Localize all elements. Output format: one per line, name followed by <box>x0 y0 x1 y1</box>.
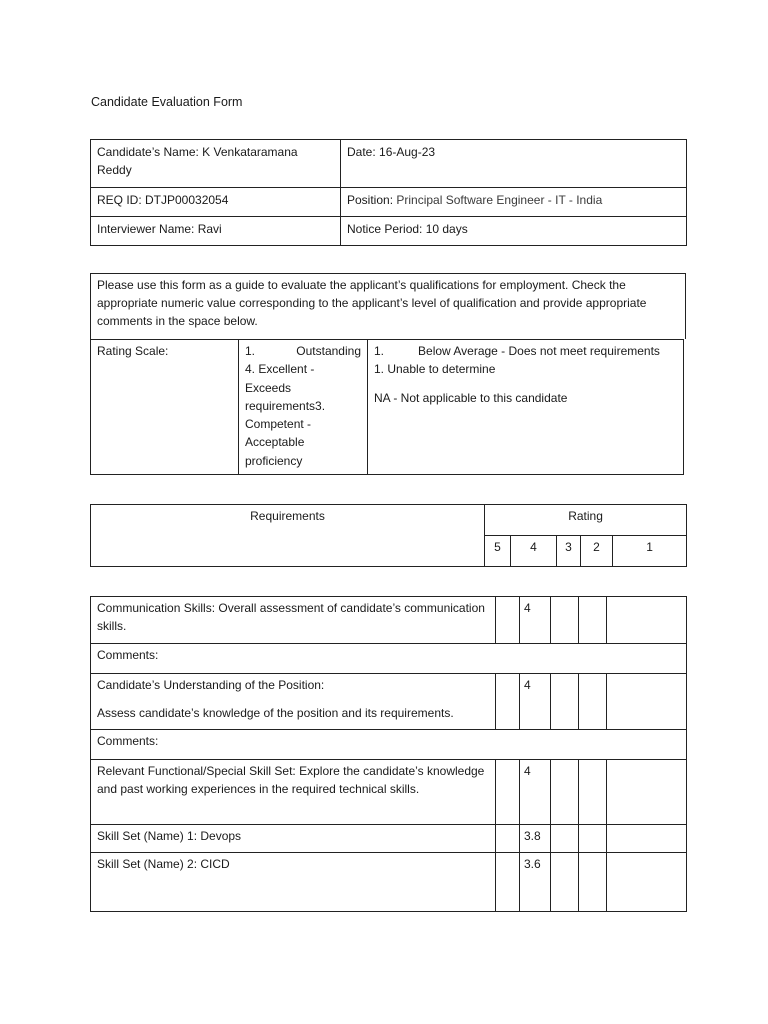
rating-4-cell: 4 <box>520 674 551 730</box>
table-row <box>91 760 687 825</box>
rating-2-cell <box>579 674 607 730</box>
table-row <box>91 825 687 853</box>
rating-1-cell <box>607 853 687 912</box>
rating-4-cell: 3.8 <box>520 825 551 853</box>
rating-3-cell <box>551 853 579 912</box>
requirements-heading: Requirements <box>91 505 485 567</box>
rating-col-3: 3 <box>557 536 581 567</box>
scale-item-rest: 4. Excellent - Exceeds requirements3. Competent - Acceptable proficiency <box>245 362 326 468</box>
interviewer-name: Interviewer Name: Ravi <box>91 217 341 246</box>
table-row <box>91 853 687 912</box>
rating-heading: Rating <box>485 505 687 536</box>
rating-col-1: 1 <box>613 536 687 567</box>
rating-5-cell <box>496 760 520 825</box>
rating-1-cell <box>607 674 687 730</box>
rating-5-cell <box>496 597 520 644</box>
rating-scale-table <box>90 339 684 475</box>
position-label: Position: <box>347 193 394 207</box>
scale-num: 1. <box>245 344 256 358</box>
rating-4-cell: 4 <box>520 597 551 644</box>
rating-col-4: 4 <box>511 536 557 567</box>
scale-item-na: NA - Not applicable to this candidate <box>374 390 568 405</box>
rating-5-cell <box>496 674 520 730</box>
rating-scale-lower <box>368 340 684 475</box>
rating-2-cell <box>579 760 607 825</box>
skill-set-1: Skill Set (Name) 1: Devops <box>91 825 496 853</box>
scale-text: Outstanding <box>296 344 361 358</box>
criterion-title: Candidate’s Understanding of the Position: <box>97 678 325 692</box>
rating-3-cell <box>551 597 579 644</box>
criterion-functional-skills: Relevant Functional/Special Skill Set: Explore the candidate’s knowledge and past working experiences in the required technical skills. <box>91 760 496 825</box>
rating-4-cell: 3.6 <box>520 853 551 912</box>
rating-5-cell <box>496 853 520 912</box>
rating-scale-upper <box>239 340 368 475</box>
criterion-description: Assess candidate’s knowledge of the position and its requirements. <box>97 706 454 720</box>
criterion-communication: Communication Skills: Overall assessment of candidate’s communication skills. <box>91 597 496 644</box>
scale-text: Below Average - Does not meet requirements <box>418 344 660 358</box>
table-row <box>91 644 687 674</box>
rating-1-cell <box>607 597 687 644</box>
scale-num: 1. <box>374 344 385 358</box>
scale-item-unable: 1. Unable to determine <box>374 362 496 377</box>
comments-communication: Comments: <box>91 644 687 674</box>
skill-set-2: Skill Set (Name) 2: CICD <box>91 853 496 912</box>
position-value: Principal Software Engineer - IT - India <box>393 193 603 207</box>
rating-2-cell <box>579 597 607 644</box>
req-id: REQ ID: DTJP00032054 <box>91 188 341 217</box>
table-row <box>91 597 687 644</box>
rating-3-cell <box>551 825 579 853</box>
rating-2-cell <box>579 825 607 853</box>
position <box>341 188 687 217</box>
notice-period: Notice Period: 10 days <box>341 217 687 246</box>
table-row <box>91 674 687 730</box>
rating-1-cell <box>607 825 687 853</box>
instructions: Please use this form as a guide to evaluate the applicant’s qualifications for employment. Check the appropriate numeric value corresponding to the applicant’s level of qualification and provide appropriate comments in the space below. <box>90 273 686 339</box>
rating-scale-label: Rating Scale: <box>91 340 239 475</box>
rating-3-cell <box>551 674 579 730</box>
interview-date: Date: 16-Aug-23 <box>341 140 687 188</box>
rating-4-cell: 4 <box>520 760 551 825</box>
rating-2-cell <box>579 853 607 912</box>
scale-item-outstanding <box>245 342 361 360</box>
table-row <box>91 730 687 760</box>
rating-5-cell <box>496 825 520 853</box>
scale-item-below-average <box>374 342 677 360</box>
requirements-header-table <box>90 504 687 567</box>
rating-1-cell <box>607 760 687 825</box>
candidate-info-table <box>90 139 687 246</box>
comments-understanding: Comments: <box>91 730 687 760</box>
criteria-table <box>90 596 687 912</box>
candidate-name: Candidate’s Name: K Venkataramana Reddy <box>91 140 341 188</box>
rating-col-2: 2 <box>581 536 613 567</box>
form-title: Candidate Evaluation Form <box>91 95 243 109</box>
rating-3-cell <box>551 760 579 825</box>
criterion-understanding <box>91 674 496 730</box>
rating-col-5: 5 <box>485 536 511 567</box>
